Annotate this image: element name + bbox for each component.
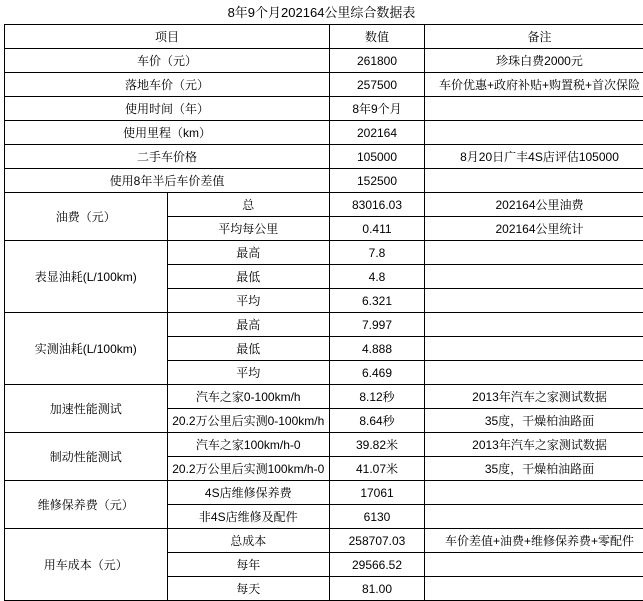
- row-note: 车价优惠+政府补贴+购置税+首次保险: [425, 73, 643, 97]
- row-value: 17061: [330, 481, 425, 505]
- header-cell-value: 数值: [330, 25, 425, 49]
- table-row: [5, 145, 643, 169]
- row-value: 4.888: [330, 337, 425, 361]
- header-cell-note: 备注: [425, 25, 643, 49]
- row-value: 41.07米: [330, 457, 425, 481]
- row-note: [425, 505, 643, 529]
- row-label: 最低: [167, 265, 330, 289]
- row-label: 平均: [167, 289, 330, 313]
- row-value: 29566.52: [330, 553, 425, 577]
- row-label: 落地车价（元）: [5, 73, 330, 97]
- row-label: 车价（元）: [5, 49, 330, 73]
- row-label: 总成本: [167, 529, 330, 553]
- header-cell-item: 项目: [5, 25, 330, 49]
- row-value: 258707.03: [330, 529, 425, 553]
- row-label: 汽车之家0-100km/h: [167, 385, 330, 409]
- table-row: [5, 481, 643, 505]
- table-row: [5, 73, 643, 97]
- row-note: [425, 337, 643, 361]
- row-note: [425, 361, 643, 385]
- table-row: [5, 49, 643, 73]
- row-label: 20.2万公里后实测0-100km/h: [167, 409, 330, 433]
- row-value: 81.00: [330, 577, 425, 601]
- row-note: 35度，干燥柏油路面: [425, 409, 643, 433]
- row-note: [425, 121, 643, 145]
- row-label: 二手车价格: [5, 145, 330, 169]
- row-label: 平均每公里: [167, 217, 330, 241]
- row-label: 20.2万公里后实测100km/h-0: [167, 457, 330, 481]
- row-group-label: 油费（元）: [5, 193, 168, 241]
- row-note: 珍珠白费2000元: [425, 49, 643, 73]
- row-note: [425, 97, 643, 121]
- table-row: [5, 193, 643, 217]
- row-note: 车价差值+油费+维修保养费+零配件: [425, 529, 643, 553]
- row-note: [425, 577, 643, 601]
- summary-table: [4, 24, 643, 601]
- row-value: 83016.03: [330, 193, 425, 217]
- row-value: 105000: [330, 145, 425, 169]
- row-value: 152500: [330, 169, 425, 193]
- row-note: 202164公里统计: [425, 217, 643, 241]
- row-group-label: 加速性能测试: [5, 385, 168, 433]
- row-note: [425, 481, 643, 505]
- row-group-label: 实测油耗(L/100km): [5, 313, 168, 385]
- row-note: [425, 241, 643, 265]
- row-value: 6130: [330, 505, 425, 529]
- row-label: 使用时间（年）: [5, 97, 330, 121]
- row-value: 257500: [330, 73, 425, 97]
- row-value: 4.8: [330, 265, 425, 289]
- table-row: [5, 385, 643, 409]
- row-group-label: 用车成本（元）: [5, 529, 168, 601]
- row-label: 每年: [167, 553, 330, 577]
- row-group-label: 维修保养费（元）: [5, 481, 168, 529]
- row-note: 202164公里油费: [425, 193, 643, 217]
- row-note: [425, 169, 643, 193]
- row-note: 8月20日广丰4S店评估105000: [425, 145, 643, 169]
- row-label: 使用里程（km）: [5, 121, 330, 145]
- row-note: [425, 289, 643, 313]
- row-value: 6.469: [330, 361, 425, 385]
- table-row: [5, 97, 643, 121]
- row-value: 261800: [330, 49, 425, 73]
- table-header-row: [5, 25, 643, 49]
- table-row: [5, 529, 643, 553]
- table-row: [5, 313, 643, 337]
- row-label: 使用8年半后车价差值: [5, 169, 330, 193]
- row-note: [425, 553, 643, 577]
- row-label: 非4S店维修及配件: [167, 505, 330, 529]
- table-row: [5, 169, 643, 193]
- row-value: 8.64秒: [330, 409, 425, 433]
- row-note: 35度，干燥柏油路面: [425, 457, 643, 481]
- table-row: [5, 241, 643, 265]
- row-value: 8.12秒: [330, 385, 425, 409]
- row-value: 7.8: [330, 241, 425, 265]
- row-value: 6.321: [330, 289, 425, 313]
- row-value: 7.997: [330, 313, 425, 337]
- row-label: 平均: [167, 361, 330, 385]
- row-label: 最高: [167, 313, 330, 337]
- row-note: 2013年汽车之家测试数据: [425, 385, 643, 409]
- row-note: [425, 265, 643, 289]
- row-value: 0.411: [330, 217, 425, 241]
- row-label: 汽车之家100km/h-0: [167, 433, 330, 457]
- row-label: 最低: [167, 337, 330, 361]
- row-group-label: 表显油耗(L/100km): [5, 241, 168, 313]
- row-group-label: 制动性能测试: [5, 433, 168, 481]
- table-row: [5, 121, 643, 145]
- row-value: 202164: [330, 121, 425, 145]
- table-row: [5, 433, 643, 457]
- row-note: 2013年汽车之家测试数据: [425, 433, 643, 457]
- row-note: [425, 313, 643, 337]
- row-label: 总: [167, 193, 330, 217]
- row-value: 8年9个月: [330, 97, 425, 121]
- row-label: 最高: [167, 241, 330, 265]
- row-label: 4S店维修保养费: [167, 481, 330, 505]
- row-value: 39.82米: [330, 433, 425, 457]
- row-label: 每天: [167, 577, 330, 601]
- page-title: 8年9个月202164公里综合数据表: [4, 4, 639, 22]
